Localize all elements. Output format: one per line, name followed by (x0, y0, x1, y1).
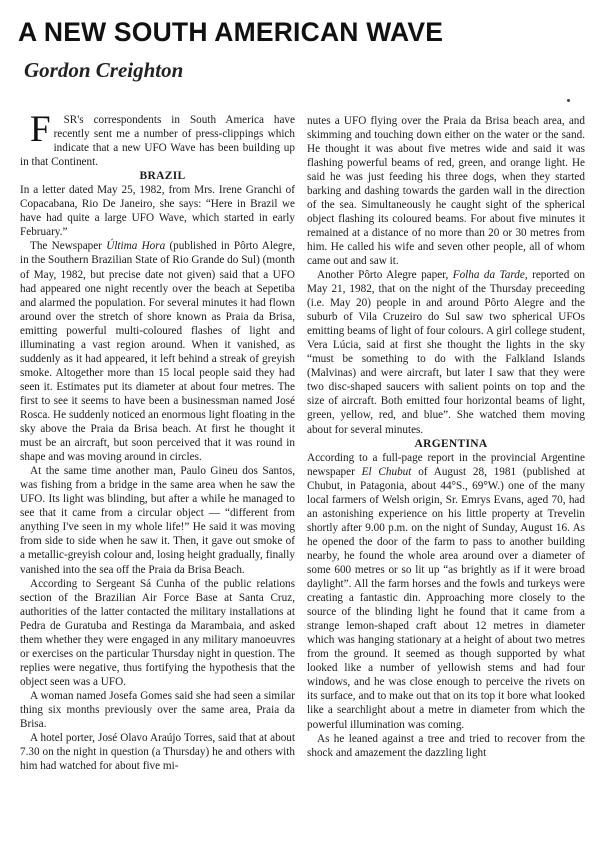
brazil-paragraph-1: In a letter dated May 25, 1982, from Mrs. Irene Granchi of Copacabana, Rio De Janeiro, she says: “Here in Brazil we have had quite a large UFO Wave, which started in early February.” (20, 184, 295, 239)
newspaper-name-folha-da-tarde: Folha da Tarde, (452, 269, 528, 282)
drop-cap: F (30, 109, 51, 150)
left-column (20, 109, 295, 773)
brazil-paragraph-6-start: A hotel porter, José Olavo Araújo Torres, said that at about 7.30 on the night in question (a Thursday) he and others with him had watched for about five mi- (20, 732, 295, 773)
section-heading-brazil: BRAZIL (139, 170, 186, 183)
argentina-paragraph-1: According to a full-page report in the provincial Argentine newspaper El Chubut of August 28, 1981 (published at Chubut, in Patagonia, about 44°S., 69°W.) one of the many local farmers of Welsh origin, Sr. Emrys Evans, aged 70, had an astonishing experience on his little property at Trevelin shortly after 9.00 p.m. on the night of Sunday, August 16. As he opened the door of the farm to pass to another building nearby, he found the whole area around over a diameter of some 600 metres or so lit up “as brightly as if it were broad daylight”. All the farm horses and the fowls and turkeys were creating a fantastic din. Approaching more closely to the source of the blinding light he found that it came from a strange lemon-shaped craft about 12 metres in diameter which was hanging stationary at a height of about two metres from the ground. It seemed as though supported by what looked like a number of yellowish stems and had four windows, and he was close enough to perceive the rivets on its surface, and to make out that on its top it bore what looked like a searchlight about a metre in diameter from which the powerful illumination was coming. (307, 451, 586, 731)
article-title: A NEW SOUTH AMERICAN WAVE (18, 17, 444, 47)
brazil-paragraph-2: The Newspaper Última Hora (published in Pôrto Alegre, in the Southern Brazilian State of Rio Grande do Sul) (month of May, 1982, but precise date not given) said that a UFO had appeared one night recently over the beach at Sepetiba and alarmed the population. For several minutes it had flown around over the stretch of shore known as Praia da Brisa, emitting powerful multi-coloured flashes of light and illuminating a vast region around. When it vanished, as suddenly as it had appeared, it left behind a streak of greyish smoke. Altogether more than 15 local people said they had seen it. Estimates put its diameter at about four metres. The first to see it seems to have been a businessman named José Rosca. He suddenly noticed an enormous light floating in the sky above the Praia da Brisa beach. At first he thought it must be an aircraft, but soon perceived that it was round in shape and was moving around in circles. (20, 240, 295, 464)
page-mark-dot (567, 99, 570, 102)
right-column (307, 114, 585, 760)
brazil-paragraph-3: At the same time another man, Paulo Gineu dos Santos, was fishing from a bridge in the same area when he saw the UFO. Its light was blinding, but after a while he managed to see that it came from a circular object — “different from anything I've seen in my whole life!” He said it was moving from side to side when he saw it. Then, it gave out smoke of a metallic-greyish colour and, losing height gradually, finally vanished into the sea off the Praia da Brisa Beach. (20, 465, 295, 576)
intro-text: SR's correspondents in South America have recently sent me a number of press-clippings which indicate that a new UFO Wave has been building up in that Continent. (20, 114, 295, 169)
section-heading-argentina: ARGENTINA (414, 437, 488, 450)
brazil-paragraph-5: A woman named Josefa Gomes said she had seen a similar thing six months previously over the same area, Praia da Brisa. (20, 689, 295, 731)
argentina-paragraph-2: As he leaned against a tree and tried to recover from the shock and amazement the dazzling light (307, 732, 585, 759)
article-author: Gordon Creighton (24, 58, 184, 82)
newspaper-name-el-chubut: El Chubut (361, 465, 412, 478)
brazil-paragraph-7: Another Pôrto Alegre paper, Folha da Tarde, reported on May 21, 1982, that on the night of the Thursday preceeding (i.e. May 20) people in and around Pôrto Alegre and the suburb of Vila Cruzeiro do Sul saw two spherical UFOs emitting beams of light of four colours. A girl college student, Vera Lúcia, said at first she thought the lights in the sky “must be something to do with the Falkland Islands (Malvinas) and were aircraft, but later I saw that they were two disc-shaped saucers with salient points on top and the size of aircraft. Both emitted four horizontal beams of light, green, yellow, red, and blue”. She watched them moving about for several minutes. (307, 269, 586, 436)
newspaper-name-ultima-hora: Última Hora (106, 240, 166, 253)
intro-paragraph (20, 109, 295, 169)
brazil-paragraph-4: According to Sergeant Sá Cunha of the public relations section of the Brazilian Air Force Base at Santa Cruz, authorities of the latter contacted the military installations at Pedra de Guratuba and Restinga da Marambaia, and asked them whether they were engaged in any military manoeuvres or exercises on the particular Thursday night in question. The replies were negative, thus fortifying the hypothesis that the object seen was a UFO. (20, 577, 295, 688)
brazil-paragraph-6-continued: nutes a UFO flying over the Praia da Brisa beach area, and skimming and touching down either on the water or the sand. He thought it was about five metres wide and said it was flashing powerful beams of red, green, and orange light. He said he was just feeding his three dogs, when they started barking and dashing towards the garden wall in the direction of the sea. Simultaneously he caught sight of the spherical object flashing its coloured beams. For about five minutes it remained at a distance of no more than 20 or 30 metres from him. He called his wife and seven other people, all of whom came out and saw it. (307, 114, 585, 267)
